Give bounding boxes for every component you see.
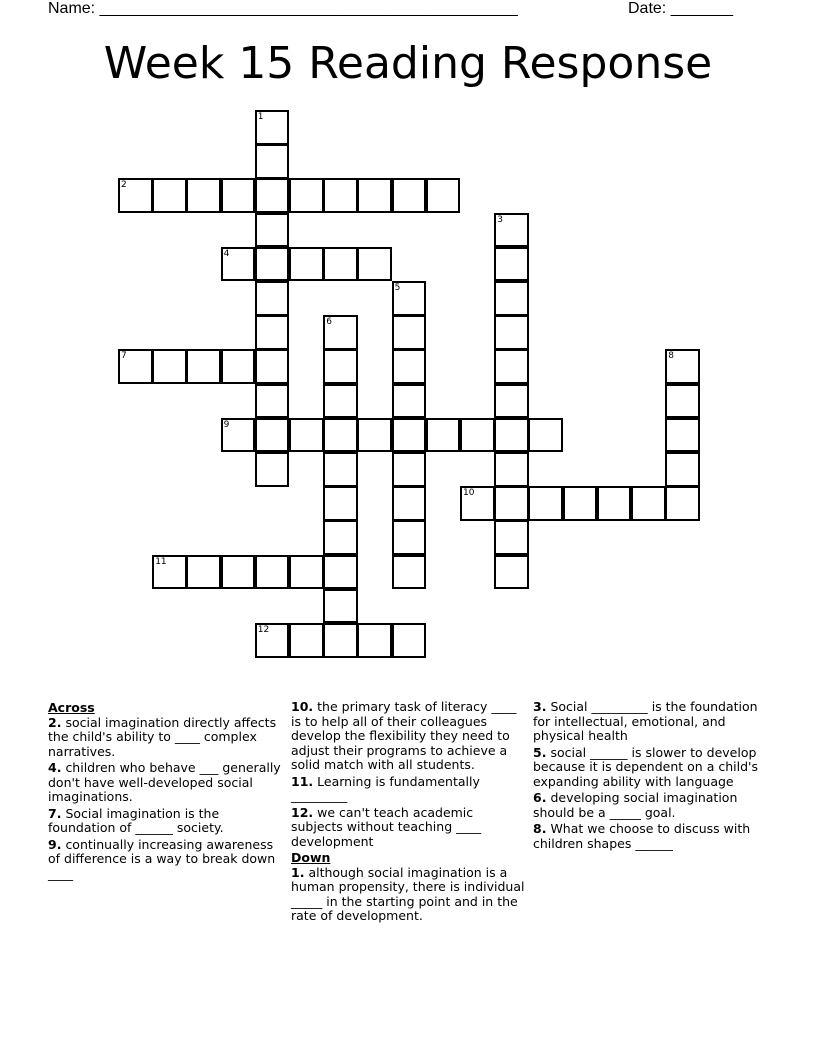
grid-cell[interactable] [186, 555, 221, 590]
down-clue-8: 8. What we choose to discuss with children shapes ______ [533, 821, 751, 851]
grid-cell[interactable] [255, 623, 290, 658]
grid-cell[interactable] [255, 315, 290, 350]
grid-cell[interactable] [289, 178, 324, 213]
grid-cell[interactable] [494, 315, 529, 350]
grid-cell[interactable] [494, 555, 529, 590]
across-clue-12: 12. we can't teach academic subjects without teaching ____ development [291, 804, 482, 849]
clue-number-label: 12 [257, 625, 270, 635]
clues-column-1 [48, 700, 284, 883]
grid-cell[interactable] [460, 418, 495, 453]
clue-number-label: 2 [121, 180, 127, 191]
clue-number-label: 7 [121, 351, 127, 362]
grid-cell[interactable] [221, 247, 256, 282]
grid-cell[interactable] [289, 247, 324, 282]
clue-number-label: 4 [223, 248, 230, 259]
grid-cell[interactable] [426, 418, 461, 453]
name-field[interactable]: Name: _______________________________________________ [48, 0, 518, 17]
grid-cell[interactable] [392, 555, 427, 590]
grid-cell[interactable] [392, 349, 427, 384]
grid-cell[interactable] [323, 520, 358, 555]
grid-cell[interactable] [392, 315, 427, 350]
grid-cell[interactable] [494, 384, 529, 419]
clue-number-label: 10 [463, 488, 475, 499]
page-title: Week 15 Reading Response [103, 38, 713, 89]
grid-cell[interactable] [323, 555, 358, 590]
grid-cell[interactable] [255, 144, 290, 179]
grid-cell[interactable] [460, 486, 495, 521]
grid-cell[interactable] [289, 623, 324, 658]
grid-cell[interactable] [186, 178, 221, 213]
grid-cell[interactable] [494, 486, 529, 521]
across-clue-4: 4. children who behave ___ generally don't have well-developed social imaginations. [48, 760, 281, 804]
grid-cell[interactable] [392, 452, 427, 487]
grid-cell[interactable] [631, 486, 666, 521]
across-clue-11: 11. Learning is fundamentally _________ [291, 773, 480, 803]
grid-cell[interactable] [255, 178, 290, 213]
grid-cell[interactable] [255, 349, 290, 384]
grid-cell[interactable] [665, 486, 700, 521]
grid-cell[interactable] [392, 178, 427, 213]
down-heading: Down [291, 850, 331, 865]
grid-cell[interactable] [665, 384, 700, 419]
clue-number-label: 3 [497, 214, 503, 225]
grid-cell[interactable] [494, 213, 529, 248]
grid-cell[interactable] [392, 520, 427, 555]
grid-cell[interactable] [528, 486, 563, 521]
grid-cell[interactable] [323, 349, 358, 384]
grid-cell[interactable] [255, 247, 290, 282]
grid-cell[interactable] [392, 486, 427, 521]
grid-cell[interactable] [392, 418, 427, 453]
clue-number-label: 11 [155, 556, 167, 567]
grid-cell[interactable] [392, 384, 427, 419]
clues-column-3 [533, 700, 773, 853]
across-heading: Across [48, 700, 95, 715]
clue-number-label: 5 [394, 283, 401, 293]
grid-cell[interactable] [323, 384, 358, 419]
down-clue-3: 3. Social _________ is the foundation for intellectual, emotional, and physical health [533, 699, 758, 743]
down-clue-5: 5. social ______ is slower to develop because it is dependent on a child's expanding ability with language [533, 744, 758, 789]
grid-cell[interactable] [357, 418, 392, 453]
grid-cell[interactable] [255, 384, 290, 419]
grid-cell[interactable] [221, 178, 256, 213]
grid-cell[interactable] [357, 178, 392, 213]
across-clue-7: 7. Social imagination is the foundation of ______ society. [48, 805, 224, 835]
grid-cell[interactable] [323, 452, 358, 487]
clues-column-2 [291, 700, 527, 926]
grid-cell[interactable] [357, 247, 392, 282]
clue-number-label: 8 [668, 351, 674, 362]
grid-cell[interactable] [152, 555, 187, 590]
grid-cell[interactable] [392, 623, 427, 658]
grid-cell[interactable] [255, 110, 290, 145]
grid-cell[interactable] [563, 486, 598, 521]
grid-cell[interactable] [221, 555, 256, 590]
grid-cell[interactable] [494, 452, 529, 487]
grid-cell[interactable] [289, 555, 324, 590]
clue-number-label: 1 [257, 112, 264, 122]
grid-cell[interactable] [323, 247, 358, 282]
across-clue-9: 9. continually increasing awareness of difference is a way to break down ____ [48, 836, 276, 881]
grid-cell[interactable] [255, 555, 290, 590]
grid-cell[interactable] [323, 623, 358, 658]
grid-cell[interactable] [221, 418, 256, 453]
grid-cell[interactable] [152, 349, 187, 384]
grid-cell[interactable] [597, 486, 632, 521]
down-clue-6: 6. developing social imagination should be a _____ goal. [533, 790, 738, 820]
grid-cell[interactable] [323, 418, 358, 453]
grid-cell[interactable] [323, 315, 358, 350]
grid-cell[interactable] [255, 418, 290, 453]
grid-cell[interactable] [255, 213, 290, 248]
grid-cell[interactable] [494, 520, 529, 555]
grid-cell[interactable] [118, 178, 153, 213]
grid-cell[interactable] [152, 178, 187, 213]
grid-cell[interactable] [255, 452, 290, 487]
across-clue-2: 2. social imagination directly affects the child's ability to ____ complex narratives. [48, 714, 277, 759]
grid-cell[interactable] [255, 281, 290, 316]
grid-cell[interactable] [323, 178, 358, 213]
date-field[interactable]: Date: _______ [628, 0, 733, 17]
grid-cell[interactable] [392, 281, 427, 316]
grid-cell[interactable] [186, 349, 221, 384]
clue-number-label: 6 [326, 317, 332, 328]
grid-cell[interactable] [665, 452, 700, 487]
across-clue-10: 10. the primary task of literacy ____ is to help all of their colleagues develop the flexibility they need to adjust their programs to achieve a solid match with all students. [291, 699, 517, 772]
grid-cell[interactable] [494, 418, 529, 453]
grid-cell[interactable] [426, 178, 461, 213]
grid-cell[interactable] [323, 589, 358, 624]
grid-cell[interactable] [494, 247, 529, 282]
grid-cell[interactable] [494, 349, 529, 384]
grid-cell[interactable] [528, 418, 563, 453]
grid-cell[interactable] [665, 418, 700, 453]
down-clue-1: 1. although social imagination is a human propensity, there is individual _____ in the starting point and in the rate of development. [291, 864, 525, 923]
clue-number-label: 9 [223, 419, 230, 430]
grid-cell[interactable] [665, 349, 700, 384]
grid-cell[interactable] [323, 486, 358, 521]
grid-cell[interactable] [221, 349, 256, 384]
grid-cell[interactable] [494, 281, 529, 316]
grid-cell[interactable] [289, 418, 324, 453]
grid-cell[interactable] [118, 349, 153, 384]
grid-cell[interactable] [357, 623, 392, 658]
